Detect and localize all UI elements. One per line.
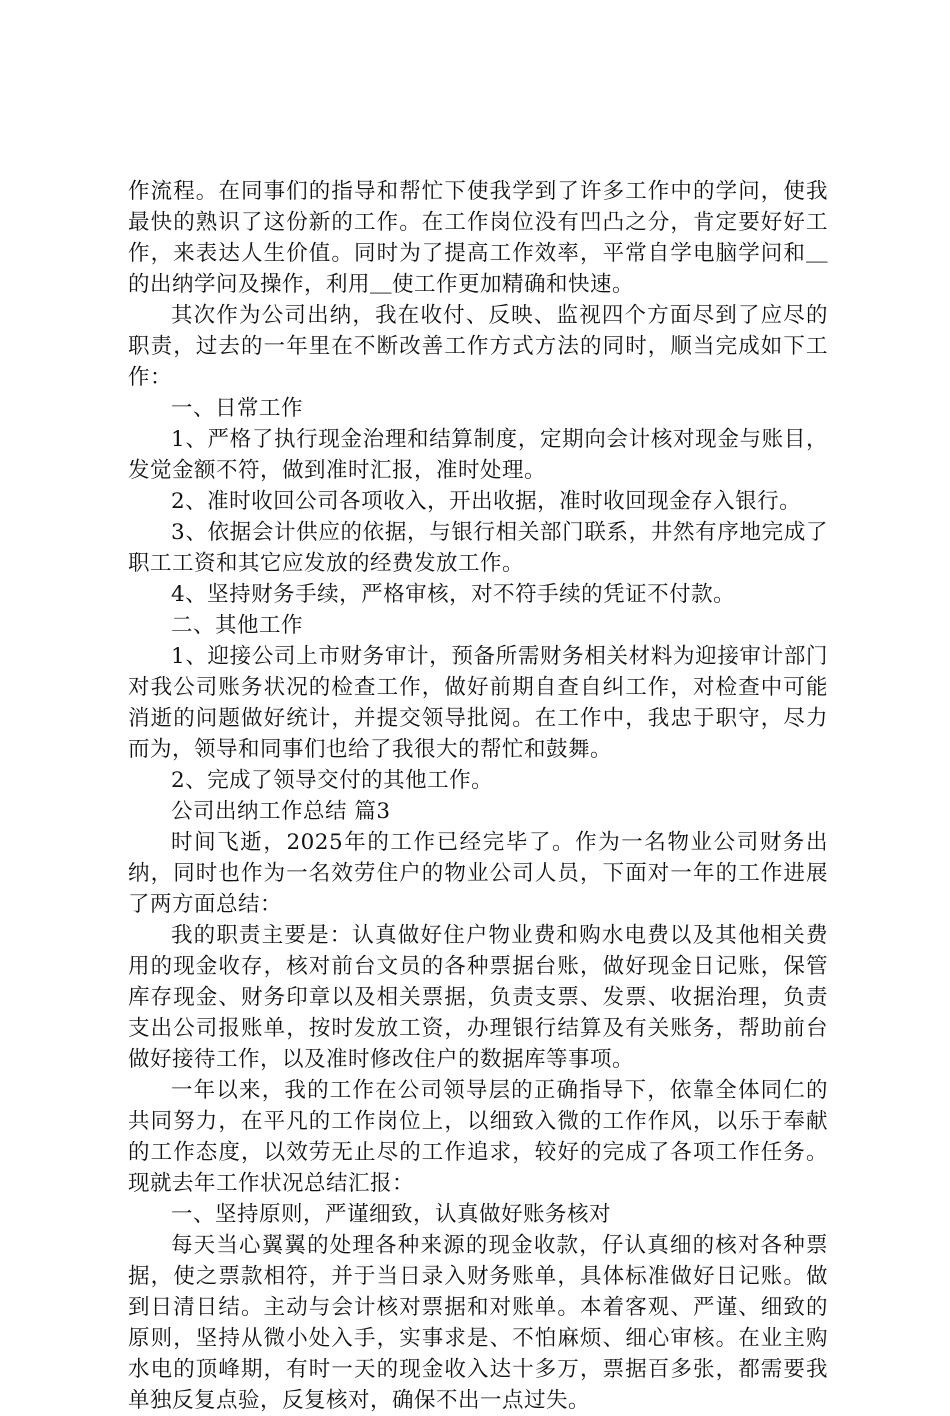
paragraph: 作流程。在同事们的指导和帮忙下使我学到了许多工作中的学问，使我最快的熟识了这份新的工作。在工作岗位没有凹凸之分，肯定要好好工作，来表达人生价值。同时为了提高工作效率，平常自学电脑学问和＿的出纳学问及操作，利用＿使工作更加精确和快速。 xyxy=(128,179,828,297)
list-item: 3、依据会计供应的依据，与银行相关部门联系，井然有序地完成了职工工资和其它应发放的经费发放工作。 xyxy=(128,520,828,576)
list-item: 2、完成了领导交付的其他工作。 xyxy=(171,768,494,793)
paragraph: 每天当心翼翼的处理各种来源的现金收款，仔认真细的核对各种票据，使之票款相符，并于当日录入财务账单，具体标准做好日记账。做到日清日结。主动与会计核对票据和对账单。本着客观、严谨、细致的原则，坚持从微小处入手，实事求是、不怕麻烦、细心审核。在业主购水电的顶峰期，有时一天的现金收入达十多万，票据百多张，都需要我单独反复点验，反复核对，确保不出一点过失。 xyxy=(128,1233,828,1413)
paragraph: 我的职责主要是：认真做好住户物业费和购水电费以及其他相关费用的现金收存，核对前台文员的各种票据台账，做好现金日记账，保管库存现金、财务印章以及相关票据，负责支票、发票、收据治理，负责支出公司报账单，按时发放工资，办理银行结算及有关账务，帮助前台做好接待工作，以及准时修改住户的数据库等事项。 xyxy=(128,923,828,1072)
paragraph: 一年以来，我的工作在公司领导层的正确指导下，依靠全体同仁的共同努力，在平凡的工作岗位上，以细致入微的工作作风，以乐于奉献的工作态度，以效劳无止尽的工作追求，较好的完成了各项工作任务。现就去年工作状况总结汇报： xyxy=(128,1078,828,1196)
section-heading: 一、日常工作 xyxy=(171,396,304,421)
list-item: 1、迎接公司上市财务审计，预备所需财务相关材料为迎接审计部门对我公司账务状况的检查工作，做好前期自查自纠工作，对检查中可能消逝的问题做好统计，并提交领导批阅。在工作中，我忠于职守，尽力而为，领导和同事们也给了我很大的帮忙和鼓舞。 xyxy=(128,644,828,762)
paragraph: 其次作为公司出纳，我在收付、反映、监视四个方面尽到了应尽的职责，过去的一年里在不断改善工作方式方法的同时，顺当完成如下工作： xyxy=(128,303,828,390)
section-heading: 二、其他工作 xyxy=(171,613,304,638)
list-item: 1、严格了执行现金治理和结算制度，定期向会计核对现金与账目，发觉金额不符，做到准时汇报，准时处理。 xyxy=(128,427,828,483)
list-item: 4、坚持财务手续，严格审核，对不符手续的凭证不付款。 xyxy=(171,582,736,607)
section-heading: 一、坚持原则，严谨细致，认真做好账务核对 xyxy=(171,1202,612,1227)
document-body xyxy=(128,176,828,1416)
list-item: 2、准时收回公司各项收入，开出收据，准时收回现金存入银行。 xyxy=(171,489,802,514)
article-title: 公司出纳工作总结 篇3 xyxy=(171,799,391,824)
paragraph: 时间飞逝，2025年的工作已经完毕了。作为一名物业公司财务出纳，同时也作为一名效劳住户的物业公司人员，下面对一年的工作进展了两方面总结： xyxy=(128,830,828,917)
